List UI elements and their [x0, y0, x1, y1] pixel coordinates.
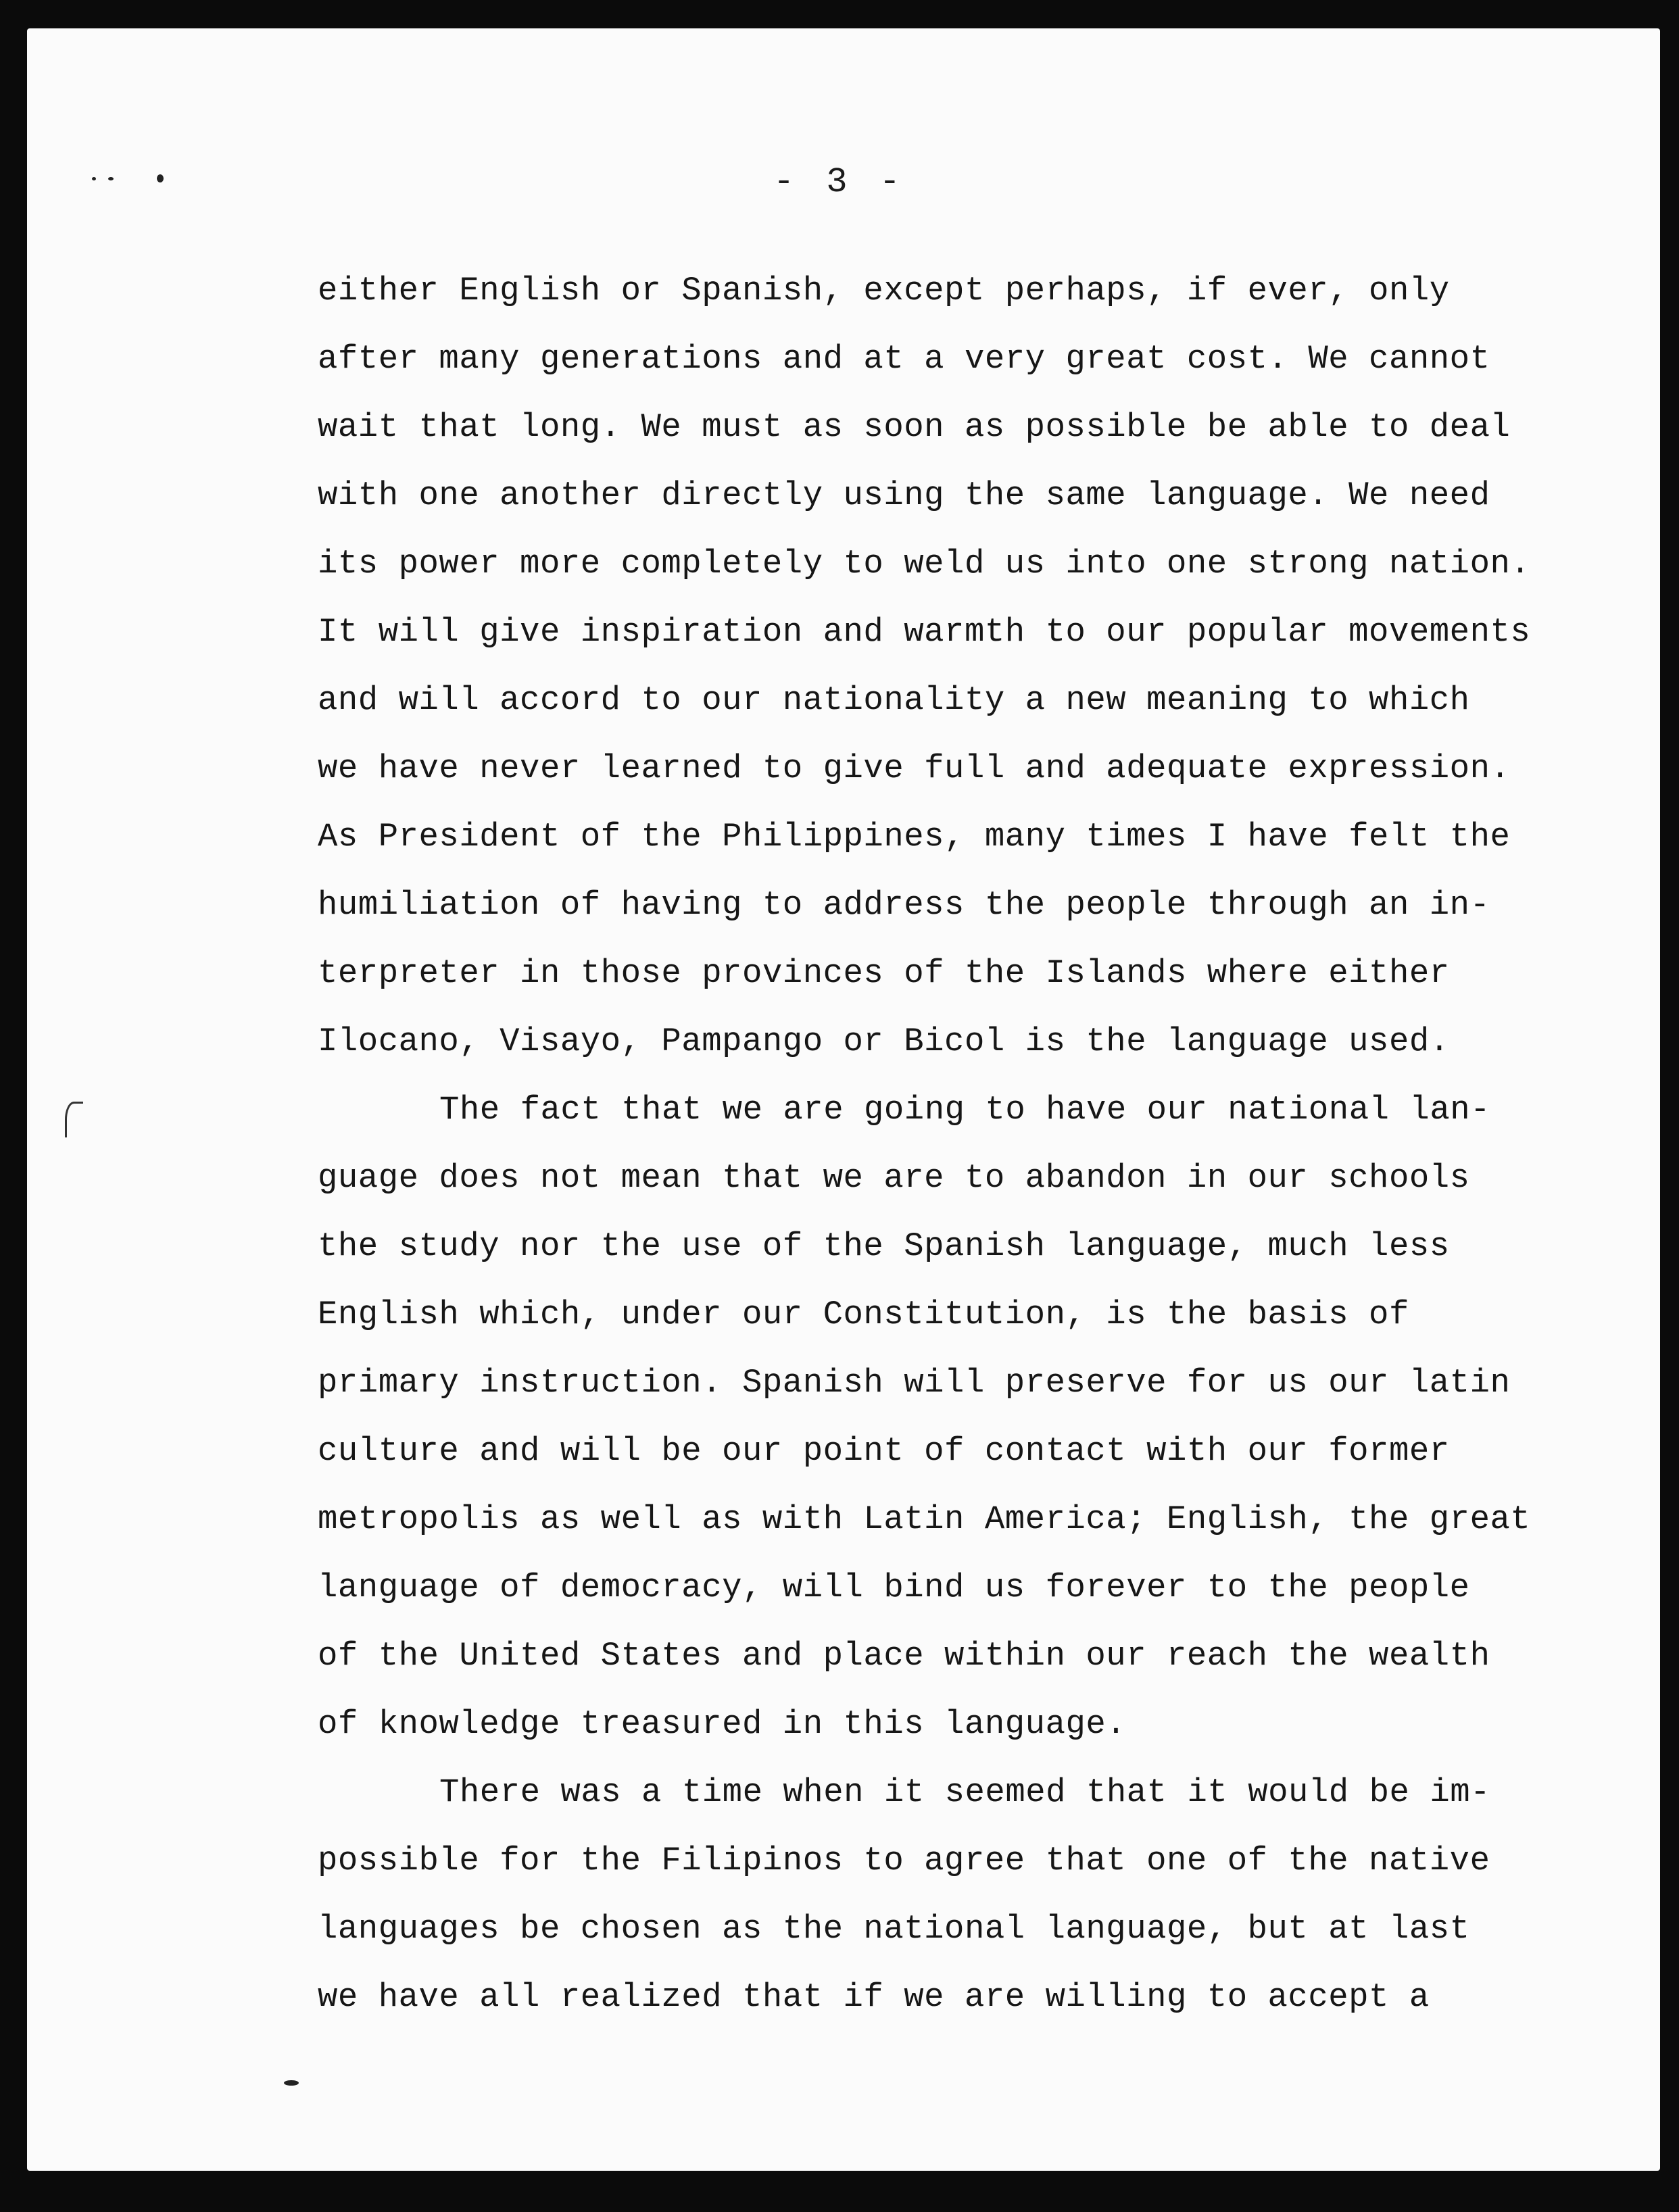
- scan-speck: [157, 174, 164, 182]
- text-line: guage does not mean that we are to abandon in our schools: [318, 1159, 1470, 1197]
- text-line: culture and will be our point of contact with our former: [318, 1432, 1450, 1470]
- document-body: [318, 257, 1561, 2032]
- text-line: It will give inspiration and warmth to our popular movements: [318, 613, 1531, 651]
- scan-speck: [92, 177, 96, 180]
- text-line: Ilocano, Visayo, Pampango or Bicol is the language used.: [318, 1023, 1450, 1060]
- paragraph: [318, 1759, 1561, 2032]
- text-line: the study nor the use of the Spanish language, much less: [318, 1227, 1450, 1265]
- scan-mark: [65, 1102, 83, 1137]
- text-line: after many generations and at a very great cost. We cannot: [318, 340, 1490, 378]
- paragraph: [318, 257, 1561, 1076]
- scan-speck: [108, 177, 114, 180]
- text-line: English which, under our Constitution, is the basis of: [318, 1296, 1409, 1333]
- paragraph: [318, 1076, 1561, 1759]
- text-line: The fact that we are going to have our national lan-: [439, 1091, 1491, 1129]
- text-line: primary instruction. Spanish will preserve for us our latin: [318, 1364, 1511, 1402]
- text-line: metropolis as well as with Latin America; English, the great: [318, 1500, 1531, 1538]
- text-line: wait that long. We must as soon as possible be able to deal: [318, 408, 1511, 446]
- text-line: with one another directly using the same language. We need: [318, 476, 1490, 514]
- text-line: humiliation of having to address the people through an in-: [318, 886, 1490, 924]
- text-line: and will accord to our nationality a new meaning to which: [318, 681, 1470, 719]
- text-line: of knowledge treasured in this language.: [318, 1705, 1127, 1743]
- scan-speck: [284, 2080, 299, 2086]
- text-line: either English or Spanish, except perhaps, if ever, only: [318, 272, 1450, 310]
- text-line: we have never learned to give full and adequate expression.: [318, 749, 1511, 787]
- text-line: language of democracy, will bind us forever to the people: [318, 1569, 1470, 1606]
- text-line: terpreter in those provinces of the Islands where either: [318, 954, 1450, 992]
- text-line: As President of the Philippines, many times I have felt the: [318, 818, 1511, 856]
- text-line: possible for the Filipinos to agree that one of the native: [318, 1842, 1490, 1879]
- text-line: we have all realized that if we are willing to accept a: [318, 1978, 1430, 2016]
- text-line: of the United States and place within our reach the wealth: [318, 1637, 1490, 1675]
- text-line: There was a time when it seemed that it would be im-: [439, 1773, 1491, 1811]
- text-line: languages be chosen as the national language, but at last: [318, 1910, 1470, 1948]
- page-number: - 3 -: [773, 162, 906, 202]
- text-line: its power more completely to weld us into one strong nation.: [318, 545, 1531, 583]
